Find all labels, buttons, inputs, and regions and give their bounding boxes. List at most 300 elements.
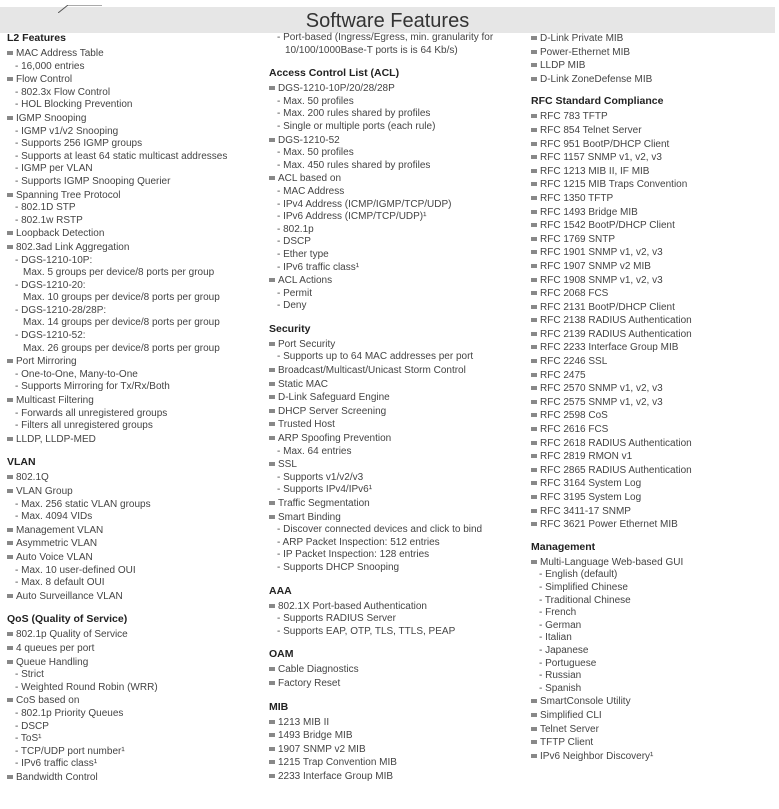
item-label: DHCP Server Screening [278, 405, 387, 417]
list-item [531, 437, 775, 451]
item-label: RFC 1542 BootP/DHCP Client [540, 220, 675, 232]
item-label: RFC 1350 TFTP [540, 192, 614, 204]
bullet-icon [269, 422, 275, 426]
bullet-icon [531, 699, 537, 703]
list-item [531, 518, 775, 532]
bullet-icon [531, 237, 537, 241]
sub-item: - Max. 50 profiles [277, 95, 354, 107]
list-item [531, 709, 775, 723]
sub-item: - Spanish [539, 682, 582, 694]
sub-item: - Supports up to 64 MAC addresses per port [277, 351, 474, 363]
item-label: RFC 2131 BootP/DHCP Client [540, 301, 675, 313]
list-item [7, 771, 259, 785]
item-label: 802.1Q [16, 472, 49, 484]
list-item [7, 355, 259, 369]
item-label: Auto Surveillance VLAN [16, 590, 123, 602]
bullet-icon [269, 760, 275, 764]
item-label: 802.1X Port-based Authentication [278, 600, 427, 612]
bullet-icon [531, 713, 537, 717]
item-label: Port Security [278, 338, 336, 350]
sub-item: - Max. 4094 VIDs [15, 511, 93, 523]
sub-item: - Deny [277, 300, 307, 312]
sub-item: - IPv6 traffic class¹ [277, 261, 360, 273]
list-item [531, 233, 775, 247]
sub-item: - One-to-One, Many-to-One [15, 368, 138, 380]
item-label: RFC 2475 [540, 369, 586, 381]
item-label: Telnet Server [540, 723, 599, 735]
item-label: IGMP Snooping [16, 112, 87, 124]
bullet-icon [531, 454, 537, 458]
bullet-icon [269, 501, 275, 505]
item-label: Management VLAN [16, 524, 104, 536]
sub-item: - Strict [15, 669, 44, 681]
list-item [7, 694, 259, 708]
bullet-icon [531, 427, 537, 431]
item-label: ACL Actions [278, 275, 333, 287]
sub-item: - German [539, 619, 582, 631]
bullet-icon [7, 660, 13, 664]
bullet-icon [531, 169, 537, 173]
list-item [531, 165, 775, 179]
sub-item: - Supports 256 IGMP groups [15, 138, 143, 150]
sub-item: Max. 14 groups per device/8 ports per group [23, 317, 220, 329]
list-item [269, 743, 523, 757]
list-item [269, 418, 523, 432]
list-item [531, 369, 775, 383]
list-item [269, 82, 523, 96]
bullet-icon [531, 318, 537, 322]
bullet-icon [531, 754, 537, 758]
sub-item: - Italian [539, 632, 572, 644]
sub-item: - 16,000 entries [15, 60, 85, 72]
bullet-icon [531, 63, 537, 67]
item-label: 802.1p Quality of Service [16, 629, 128, 641]
section-title-qos: QoS (Quality of Service) [7, 613, 128, 626]
bullet-icon [7, 555, 13, 559]
bullet-icon [7, 193, 13, 197]
item-label: RFC 3411-17 SNMP [540, 505, 631, 517]
list-item [531, 736, 775, 750]
bullet-icon [7, 632, 13, 636]
rfc-list [531, 110, 775, 531]
bullet-icon [7, 698, 13, 702]
bullet-icon [7, 116, 13, 120]
bullet-icon [7, 646, 13, 650]
sub-item: - DGS-1210-52: [15, 330, 86, 342]
bullet-icon [531, 264, 537, 268]
list-item [7, 227, 259, 241]
item-label: MAC Address Table [16, 48, 104, 59]
list-item [531, 138, 775, 152]
item-label: 1907 SNMP v2 MIB [278, 743, 366, 755]
sub-item: Max. 26 groups per device/8 ports per group [23, 342, 220, 354]
sub-item: - Supports IGMP Snooping Querier [15, 175, 171, 187]
list-item [531, 328, 775, 342]
item-label: Loopback Detection [16, 228, 105, 240]
bullet-icon [7, 231, 13, 235]
list-item [531, 423, 775, 437]
management-list [531, 695, 775, 763]
list-item [269, 134, 523, 148]
list-item [7, 433, 259, 447]
item-label: CoS based on [16, 695, 80, 707]
bullet-icon [531, 345, 537, 349]
item-label: IPv6 Neighbor Discovery¹ [540, 750, 654, 762]
bullet-icon [531, 332, 537, 336]
item-label: D-Link Safeguard Engine [278, 392, 390, 404]
list-item [7, 241, 259, 255]
item-label: ARP Spoofing Prevention [278, 433, 392, 445]
list-item [531, 206, 775, 220]
bullet-icon [531, 400, 537, 404]
bullet-icon [7, 437, 13, 441]
sub-item: - DGS-1210-10P: [15, 254, 93, 266]
bullet-icon [531, 196, 537, 200]
list-item [531, 301, 775, 315]
list-item [269, 729, 523, 743]
item-label: RFC 2598 CoS [540, 410, 608, 422]
item-label: RFC 2616 FCS [540, 424, 609, 436]
item-label: SSL [278, 459, 297, 471]
sub-item: - 802.3x Flow Control [15, 86, 111, 98]
list-item [531, 477, 775, 491]
sub-item: - Discover connected devices and click to bind [277, 524, 483, 536]
sub-item: - Permit [277, 287, 312, 299]
sub-item: - 802.1D STP [15, 202, 76, 214]
sub-item: - 802.1w RSTP [15, 214, 83, 226]
list-item [531, 382, 775, 396]
item-label: 2233 Interface Group MIB [278, 770, 394, 782]
list-item [269, 756, 523, 770]
item-label: RFC 1769 SNTP [540, 233, 616, 245]
list-item [7, 73, 259, 87]
list-item [531, 110, 775, 124]
sub-item: - ToS¹ [15, 733, 42, 745]
bullet-icon [531, 77, 537, 81]
sub-item: - Weighted Round Robin (WRR) [15, 681, 158, 693]
item-label: 802.3ad Link Aggregation [16, 241, 130, 253]
sub-item: 10/100/1000Base-T ports is is 64 Kb/s) [285, 44, 458, 56]
section-title-mib: MIB [269, 700, 289, 713]
sub-item: - IGMP v1/v2 Snooping [15, 125, 119, 137]
list-item [531, 556, 775, 570]
list-item [269, 172, 523, 186]
bullet-icon [531, 223, 537, 227]
sub-item: - IPv4 Address (ICMP/IGMP/TCP/UDP) [277, 198, 452, 210]
sub-item: - IP Packet Inspection: 128 entries [277, 549, 430, 561]
bullet-icon [269, 138, 275, 142]
sub-item: - Filters all unregistered groups [15, 420, 153, 432]
bullet-icon [269, 681, 275, 685]
bullet-icon [269, 733, 275, 737]
item-label: Static MAC [278, 378, 329, 390]
bullet-icon [7, 245, 13, 249]
bullet-icon [269, 176, 275, 180]
list-item [7, 112, 259, 126]
section-title-l2: L2 Features [7, 32, 66, 44]
bullet-icon [531, 359, 537, 363]
list-item [531, 192, 775, 206]
item-label: LLDP, LLDP-MED [16, 433, 96, 445]
sub-item: - Supports Mirroring for Tx/Rx/Both [15, 381, 170, 393]
item-label: D-Link ZoneDefense MIB [540, 73, 653, 85]
bullet-icon [531, 560, 537, 564]
item-label: RFC 1213 MIB II, IF MIB [540, 165, 650, 177]
list-item [531, 73, 775, 87]
item-label: RFC 2246 SSL [540, 356, 608, 368]
list-item [531, 151, 775, 165]
bullet-icon [269, 667, 275, 671]
bullet-icon [7, 594, 13, 598]
list-item [531, 219, 775, 233]
bullet-icon [531, 50, 537, 54]
sub-item: - 802.1p [277, 223, 314, 235]
bullet-icon [7, 475, 13, 479]
section-title-rfc: RFC Standard Compliance [531, 95, 664, 108]
sub-item: - MAC Address [277, 185, 345, 197]
list-item [269, 600, 523, 614]
bullet-icon [7, 398, 13, 402]
sub-item: - IPv6 traffic class¹ [15, 758, 98, 770]
bullet-icon [269, 395, 275, 399]
item-label: Spanning Tree Protocol [16, 189, 121, 201]
sub-item: - Max. 50 profiles [277, 147, 354, 159]
item-label: LLDP MIB [540, 60, 586, 72]
item-label: Flow Control [16, 74, 73, 86]
list-item [269, 677, 523, 691]
sub-item: - IGMP per VLAN [15, 163, 93, 175]
item-label: VLAN Group [16, 486, 73, 497]
sub-item: - English (default) [539, 569, 618, 581]
list-item [7, 656, 259, 670]
list-item [269, 511, 523, 525]
language-list [531, 569, 775, 695]
bullet-icon [531, 182, 537, 186]
sub-item: - Russian [539, 670, 582, 682]
sub-item: - Max. 450 rules shared by profiles [277, 159, 431, 171]
list-item [269, 274, 523, 288]
sub-item: - Max. 64 entries [277, 445, 352, 457]
item-label: Multicast Filtering [16, 395, 94, 407]
list-item [531, 59, 775, 73]
list-item [269, 432, 523, 446]
bullet-icon [531, 468, 537, 472]
bullet-icon [269, 342, 275, 346]
list-item [531, 491, 775, 505]
bullet-icon [269, 515, 275, 519]
list-item [269, 338, 523, 352]
sub-item: - Simplified Chinese [539, 581, 628, 593]
list-item [7, 642, 259, 656]
bullet-icon [7, 541, 13, 545]
list-item [531, 341, 775, 355]
bullet-icon [531, 522, 537, 526]
item-label: RFC 783 TFTP [540, 111, 608, 123]
bullet-icon [269, 86, 275, 90]
item-label: RFC 3164 System Log [540, 478, 642, 490]
item-label: 4 queues per port [16, 642, 95, 654]
sub-item: - Supports DHCP Snooping [277, 561, 400, 573]
item-label: D-Link Private MIB [540, 33, 624, 44]
item-label: Simplified CLI [540, 709, 602, 721]
sub-item: - 802.1p Priority Queues [15, 707, 124, 719]
item-label: ACL based on [278, 173, 342, 185]
list-item [269, 458, 523, 472]
sub-item: - HOL Blocking Prevention [15, 99, 133, 111]
sub-item: - TCP/UDP port number¹ [15, 745, 125, 757]
item-label: RFC 2570 SNMP v1, v2, v3 [540, 383, 663, 395]
list-item [531, 695, 775, 709]
sub-item: - French [539, 607, 577, 619]
bullet-icon [7, 77, 13, 81]
sub-item: - Traditional Chinese [539, 594, 631, 606]
item-label: Trusted Host [278, 419, 335, 431]
sub-item: - Supports v1/v2/v3 [277, 471, 364, 483]
list-item [531, 46, 775, 60]
list-item [531, 464, 775, 478]
list-item [7, 189, 259, 203]
bullet-icon [269, 382, 275, 386]
item-label: Traffic Segmentation [278, 498, 370, 509]
list-item [531, 450, 775, 464]
bullet-icon [531, 386, 537, 390]
list-item [531, 274, 775, 288]
bullet-icon [269, 368, 275, 372]
sub-item: Max. 5 groups per device/8 ports per group [23, 267, 215, 279]
bullet-icon [531, 727, 537, 731]
item-label: SmartConsole Utility [540, 696, 631, 708]
item-label: DGS-1210-10P/20/28/28P [278, 83, 395, 95]
section-title-management: Management [531, 540, 596, 553]
sub-item: - Max. 200 rules shared by profiles [277, 108, 431, 120]
bullet-icon [531, 278, 537, 282]
bullet-icon [531, 481, 537, 485]
bullet-icon [531, 495, 537, 499]
sub-item: - DGS-1210-20: [15, 279, 86, 291]
item-label: Multi-Language Web-based GUI [540, 556, 684, 568]
bullet-icon [269, 604, 275, 608]
item-label: RFC 1908 SNMP v1, v2, v3 [540, 274, 663, 286]
sub-item: - Ether type [277, 248, 329, 260]
item-label: RFC 3621 Power Ethernet MIB [540, 519, 678, 531]
list-item [531, 505, 775, 519]
list-item [531, 314, 775, 328]
section-title-acl: Access Control List (ACL) [269, 67, 400, 80]
sub-item: - Max. 8 default OUI [15, 577, 105, 589]
list-item [531, 260, 775, 274]
list-item [7, 524, 259, 538]
list-item [531, 723, 775, 737]
bullet-icon [531, 36, 537, 40]
list-item [531, 355, 775, 369]
bullet-icon [531, 305, 537, 309]
sub-item: - Max. 10 user-defined OUI [15, 564, 136, 576]
list-item [269, 364, 523, 378]
list-item [531, 396, 775, 410]
item-label: RFC 3195 System Log [540, 492, 642, 503]
item-label: RFC 1901 SNMP v1, v2, v3 [540, 247, 663, 259]
sub-item: - Supports at least 64 static multicast addresses [15, 150, 228, 162]
sub-item: - IPv6 Address (ICMP/TCP/UDP)¹ [277, 211, 427, 223]
bullet-icon [269, 747, 275, 751]
item-label: RFC 1493 Bridge MIB [540, 206, 638, 218]
item-label: Cable Diagnostics [278, 664, 359, 676]
list-item [269, 663, 523, 677]
list-item [7, 537, 259, 551]
list-item [269, 770, 523, 784]
bullet-icon [531, 114, 537, 118]
bullet-icon [269, 462, 275, 466]
list-item [531, 178, 775, 192]
item-label: Power-Ethernet MIB [540, 46, 631, 58]
list-item [269, 378, 523, 392]
sub-item: - Japanese [539, 644, 589, 656]
list-item [269, 716, 523, 730]
item-label: Smart Binding [278, 511, 341, 523]
item-label: Auto Voice VLAN [16, 551, 93, 563]
list-item [531, 32, 775, 46]
list-item [7, 485, 259, 499]
item-label: RFC 2865 RADIUS Authentication [540, 464, 692, 476]
page-title: Software Features [305, 10, 470, 32]
list-item [7, 628, 259, 642]
header-bar [0, 7, 775, 33]
list-item [7, 471, 259, 485]
bullet-icon [269, 720, 275, 724]
sub-item: - Supports IPv4/IPv6¹ [277, 484, 373, 496]
item-label: 1215 Trap Convention MIB [278, 757, 397, 769]
sub-item: - ARP Packet Inspection: 512 entries [277, 536, 440, 548]
bullet-icon [531, 155, 537, 159]
item-label: Queue Handling [16, 656, 89, 668]
item-label: TFTP Client [540, 737, 594, 749]
bullet-icon [269, 436, 275, 440]
sub-item: - Max. 256 static VLAN groups [15, 498, 151, 510]
bullet-icon [269, 774, 275, 778]
section-title-vlan: VLAN [7, 456, 36, 469]
item-label: RFC 951 BootP/DHCP Client [540, 138, 670, 150]
bullet-icon [531, 413, 537, 417]
bullet-icon [7, 489, 13, 493]
list-item [7, 394, 259, 408]
column-2 [269, 32, 523, 784]
list-item [7, 590, 259, 604]
bullet-icon [531, 250, 537, 254]
list-item [531, 750, 775, 764]
sub-item: Max. 10 groups per device/8 ports per group [23, 292, 220, 304]
item-label: RFC 1157 SNMP v1, v2, v3 [540, 152, 662, 164]
list-item [7, 551, 259, 565]
sub-item: - Port-based (Ingress/Egress, min. granularity for [277, 32, 494, 43]
item-label: Bandwidth Control [16, 771, 98, 783]
section-title-aaa: AAA [269, 584, 292, 597]
bullet-icon [7, 359, 13, 363]
item-label: Port Mirroring [16, 356, 77, 368]
bullet-icon [7, 51, 13, 55]
bullet-icon [7, 775, 13, 779]
bullet-icon [531, 210, 537, 214]
item-label: RFC 2618 RADIUS Authentication [540, 437, 692, 449]
list-item [531, 409, 775, 423]
bullet-icon [269, 278, 275, 282]
bullet-icon [531, 509, 537, 513]
list-item [531, 124, 775, 138]
item-label: Factory Reset [278, 677, 341, 689]
list-item [7, 47, 259, 61]
item-label: Broadcast/Multicast/Unicast Storm Control [278, 365, 466, 377]
item-label: RFC 2233 Interface Group MIB [540, 342, 679, 354]
item-label: RFC 2575 SNMP v1, v2, v3 [540, 396, 663, 408]
